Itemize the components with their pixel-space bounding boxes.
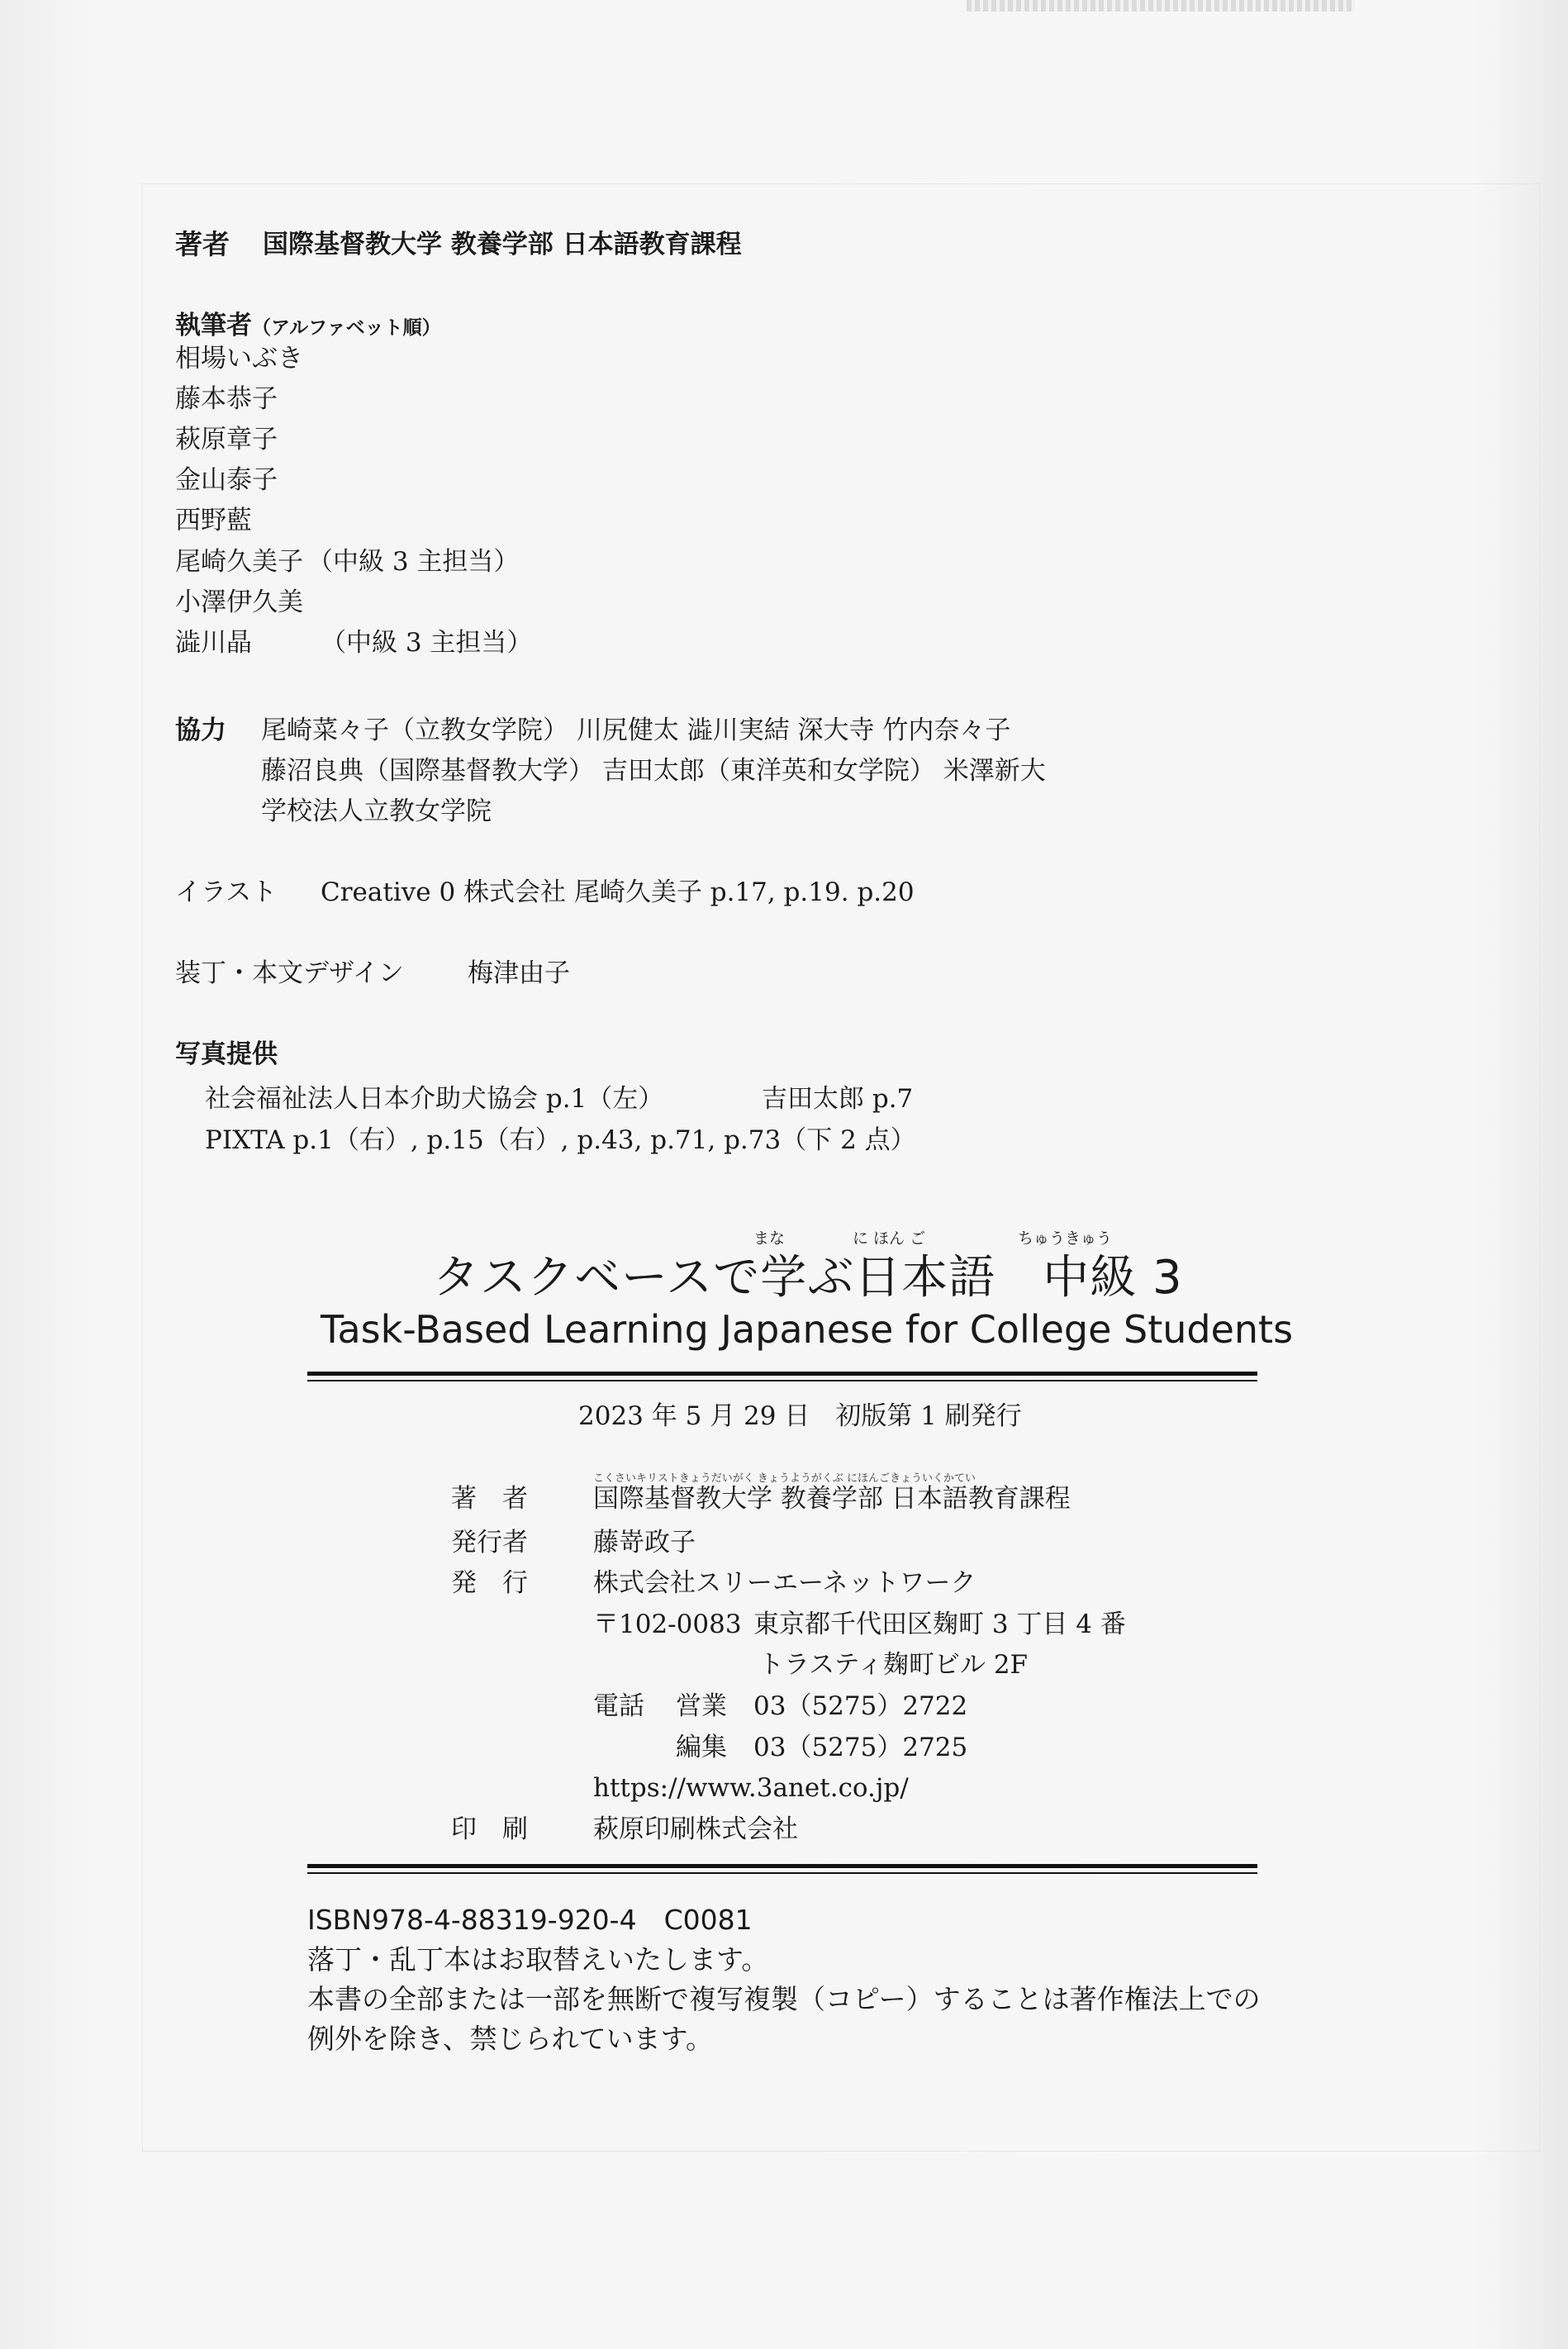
writer-name: 萩原章子 [175, 425, 278, 454]
edit-label: 編集 [676, 1733, 727, 1762]
title-rule-thick [307, 1372, 1257, 1376]
photo-credit: 吉田太郎 p.7 [762, 1084, 914, 1114]
writer-name: 尾崎久美子 [175, 547, 303, 577]
title-ruby-chuukyuu: ちゅうきゅう [1018, 1229, 1113, 1248]
book-title-english: Task-Based Learning Japanese for College Students [321, 1307, 1294, 1352]
colophon-publisher-value: 藤嵜政子 [593, 1528, 696, 1557]
title-ruby-nihongo: に ほん ご [853, 1229, 926, 1248]
photo-credit: PIXTA p.1（右）, p.15（右）, p.43, p.71, p.73（下 2 点） [205, 1125, 916, 1155]
photo-credit: 社会福祉法人日本介助犬協会 p.1（左） [205, 1084, 664, 1114]
colophon-print-label: 印 刷 [451, 1814, 528, 1844]
writer-name: 澁川晶 [175, 628, 252, 658]
phone-label: 電話 [593, 1691, 644, 1721]
edit-phone: 03（5275）2725 [753, 1733, 968, 1762]
writer-name: 相場いぶき [175, 344, 303, 373]
sales-phone: 03（5275）2722 [753, 1691, 968, 1721]
postal-code: 〒102-0083 [593, 1610, 742, 1639]
writers-label-text: 執筆者 [175, 311, 252, 340]
publisher-url[interactable]: https://www.3anet.co.jp/ [593, 1773, 909, 1803]
writers-note: （アルファベット順） [252, 317, 441, 339]
colophon-author-label: 著 者 [451, 1484, 528, 1514]
title-ruby-mana: まな [753, 1229, 786, 1248]
colophon-author-value: 国際基督教大学 教養学部 日本語教育課程 [593, 1484, 1071, 1514]
writer-name: 西野藍 [175, 506, 252, 535]
colophon-publisher-label: 発行者 [451, 1528, 528, 1557]
colophon-print-value: 萩原印刷株式会社 [593, 1814, 798, 1844]
illustration-label: イラスト [175, 877, 278, 907]
address-line: 東京都千代田区麹町 3 丁目 4 番 [753, 1610, 1126, 1639]
cooperation-line: 学校法人立教女学院 [261, 796, 492, 826]
cooperation-line: 藤沼良典（国際基督教大学） 吉田太郎（東洋英和女学院） 米澤新大 [261, 756, 1046, 786]
notice-line: 本書の全部または一部を無断で複写複製（コピー）することは著作権法上での [307, 1983, 1261, 2015]
notice-line: 例外を除き、禁じられています。 [307, 2023, 714, 2055]
notice-line: 落丁・乱丁本はお取替えいたします。 [307, 1943, 769, 1976]
writer-role: （中級 3 主担当） [321, 628, 533, 658]
cooperation-label: 協力 [175, 716, 226, 745]
writer-name: 藤本恭子 [175, 384, 278, 414]
author-label: 著者 [175, 228, 230, 260]
colophon-issue-value: 株式会社スリーエーネットワーク [593, 1568, 976, 1598]
publication-date: 2023 年 5 月 29 日 初版第 1 刷発行 [578, 1401, 1022, 1431]
colophon-rule-thin [307, 1872, 1257, 1874]
writer-role: （中級 3 主担当） [307, 547, 520, 577]
background-strip [967, 0, 1355, 12]
colophon-rule-thick [307, 1864, 1257, 1868]
design-value: 梅津由子 [468, 958, 570, 988]
photo-label: 写真提供 [175, 1039, 278, 1069]
cooperation-line: 尾崎菜々子（立教女学院） 川尻健太 澁川実結 深大寺 竹内奈々子 [261, 716, 1011, 745]
writers-label [175, 304, 441, 341]
colophon-issue-label: 発 行 [451, 1568, 528, 1598]
address-line: トラスティ麹町ビル 2F [758, 1650, 1029, 1680]
book-title-japanese: タスクベースで学ぶ日本語 中級 3 [433, 1251, 1183, 1305]
author-value: 国際基督教大学 教養学部 日本語教育課程 [263, 230, 742, 259]
design-label: 装丁・本文デザイン [175, 958, 404, 988]
author-ruby: こくさいキリストきょうだいがく きょうようがくぶ にほんごきょういくかてい [593, 1472, 976, 1485]
isbn: ISBN978-4-88319-920-4 C0081 [307, 1904, 753, 1936]
illustration-value: Creative 0 株式会社 尾崎久美子 p.17, p.19. p.20 [321, 877, 915, 907]
sales-label: 営業 [676, 1691, 727, 1721]
page-border [142, 183, 1540, 2152]
title-rule-thin [307, 1380, 1257, 1381]
writer-name: 金山泰子 [175, 465, 278, 495]
writer-name: 小澤伊久美 [175, 587, 303, 617]
